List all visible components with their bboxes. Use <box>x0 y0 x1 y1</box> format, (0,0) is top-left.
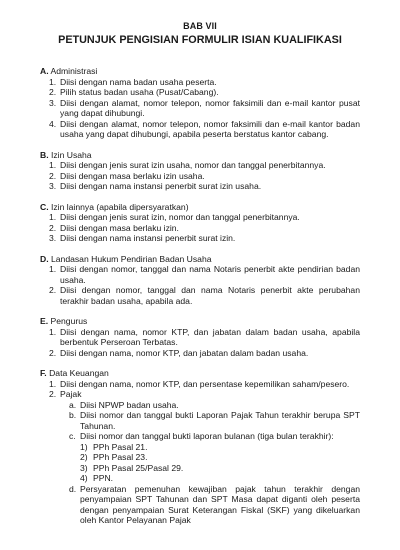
item-number: 1. <box>49 264 57 274</box>
item-text: PPN. <box>93 473 114 483</box>
item-number: 1. <box>49 160 57 170</box>
item-text: Diisi nomor dan tanggal bukti laporan bulanan (tiga bulan terakhir): <box>80 431 334 441</box>
item-text: PPh Pasal 25/Pasal 29. <box>93 462 184 473</box>
section-e <box>40 316 360 358</box>
item-letter: a. <box>69 399 77 410</box>
document-body <box>40 66 360 536</box>
item-number: 2. <box>49 347 57 358</box>
item-number: 2. <box>49 222 57 233</box>
item-text: Diisi dengan alamat, nomor telepon, nomor faksimili dan e-mail kantor badan usaha yang dapat dihubungi, apabila peserta berstatus kantor cabang. <box>60 118 360 139</box>
section-c <box>40 202 360 244</box>
list-item <box>40 212 360 223</box>
item-text: Diisi NPWP badan usaha. <box>80 399 179 410</box>
item-number: 4. <box>49 118 57 129</box>
section-heading <box>40 316 360 327</box>
list-item <box>40 379 360 390</box>
item-text: Diisi dengan nama badan usaha peserta. <box>60 76 217 87</box>
section-heading <box>40 254 360 265</box>
list-item <box>40 77 360 88</box>
item-letter: d. <box>69 483 77 494</box>
item-number: 1) <box>80 441 88 452</box>
section-title: Data Keuangan <box>49 368 109 378</box>
list-item <box>40 223 360 234</box>
list-item <box>40 119 360 140</box>
list-item <box>40 389 360 400</box>
item-text: Diisi dengan nama, nomor KTP, dan jabatan dalam badan usaha, apabila berbentuk Perseroan Terbatas. <box>60 326 360 347</box>
item-number: 2. <box>49 87 57 97</box>
section-b <box>40 150 360 192</box>
section-a <box>40 66 360 140</box>
item-text: Diisi dengan nama, nomor KTP, dan persentase kepemilikan saham/pesero. <box>60 378 350 389</box>
sub-list-item <box>40 484 360 526</box>
item-text: Diisi dengan jenis surat izin, nomor dan tanggal penerbitannya. <box>60 212 300 222</box>
item-number: 2. <box>49 285 57 295</box>
list-item <box>40 98 360 119</box>
item-text: Diisi dengan nama instansi penerbit surat izin. <box>60 233 236 243</box>
list-item <box>40 348 360 359</box>
list-item <box>40 87 360 98</box>
sub-list-item <box>40 400 360 411</box>
section-title: Izin lainnya (apabila dipersyaratkan) <box>50 201 189 212</box>
item-text: Diisi dengan jenis surat izin usaha, nomor dan tanggal penerbitannya. <box>60 160 326 170</box>
list-item <box>40 171 360 182</box>
item-text: Persyaratan pemenuhan kewajiban pajak tahun terakhir dengan penyampaian SPT Tahunan dan SPT Masa dapat diganti oleh peserta dengan penyampaian Surat Keterangan Fiskal (SKF) yang dikeluarkan oleh Kantor Pelayanan Pajak <box>80 483 360 525</box>
list-item <box>40 327 360 348</box>
section-heading <box>40 66 360 77</box>
section-heading <box>40 202 360 213</box>
item-number: 1. <box>49 76 57 87</box>
item-number: 3. <box>49 233 57 243</box>
item-letter: c. <box>69 431 76 441</box>
section-letter: E. <box>40 316 49 326</box>
section-d <box>40 254 360 307</box>
item-number: 2) <box>80 452 88 462</box>
section-letter: B. <box>40 149 49 160</box>
item-text: Diisi dengan alamat, nomor telepon, nomor faksimili dan e-mail kantor pusat yang dapat dihubungi. <box>60 97 360 118</box>
chapter-heading: BAB VII <box>183 21 217 31</box>
nested-list-item <box>40 442 360 453</box>
item-text: Diisi dengan masa berlaku izin usaha. <box>60 170 205 181</box>
item-text: Diisi dengan nomor, tanggal dan nama Notaris penerbit akte pendirian badan usaha. <box>60 264 360 285</box>
list-item <box>40 264 360 285</box>
section-title: Izin Usaha <box>50 149 92 160</box>
item-text: Diisi nomor dan tanggal bukti Laporan Pajak Tahun terakhir berupa SPT Tahunan. <box>80 410 360 431</box>
page-title: PETUNJUK PENGISIAN FORMULIR ISIAN KUALIFIKASI <box>58 34 342 46</box>
list-item <box>40 181 360 192</box>
item-text: Diisi dengan nomor, tanggal dan nama Notaris penerbit akte perubahan terakhir badan usaha, apabila ada. <box>60 285 360 306</box>
nested-list-item <box>40 463 360 474</box>
nested-list-item <box>40 452 360 463</box>
section-letter: A. <box>40 66 49 76</box>
item-text: PPh Pasal 23. <box>93 452 148 462</box>
item-letter: b. <box>69 410 77 420</box>
section-heading <box>40 368 360 379</box>
item-text: Pilih status badan usaha (Pusat/Cabang). <box>60 87 219 97</box>
item-number: 3. <box>49 181 57 191</box>
item-number: 3. <box>49 97 57 108</box>
item-number: 2. <box>49 170 57 181</box>
list-item <box>40 160 360 171</box>
nested-list-item <box>40 473 360 484</box>
item-text: Diisi dengan masa berlaku izin. <box>60 222 179 233</box>
item-text: Diisi dengan nama, nomor KTP, dan jabatan dalam badan usaha. <box>60 347 309 358</box>
section-title: Landasan Hukum Pendirian Badan Usaha <box>50 253 212 264</box>
sub-list-item <box>40 410 360 431</box>
sub-list-item <box>40 431 360 442</box>
list-item <box>40 233 360 244</box>
item-number: 4) <box>80 473 88 483</box>
item-text: Diisi dengan nama instansi penerbit surat izin usaha. <box>60 181 262 191</box>
section-f <box>40 368 360 526</box>
section-letter: F. <box>40 368 47 378</box>
section-letter: D. <box>40 253 49 264</box>
item-number: 2. <box>49 389 57 399</box>
section-title: Administrasi <box>50 66 98 76</box>
item-text: PPh Pasal 21. <box>93 441 148 452</box>
item-number: 1. <box>49 212 57 222</box>
section-title: Pengurus <box>50 316 88 326</box>
section-letter: C. <box>40 201 49 212</box>
item-text: Pajak <box>60 389 82 399</box>
item-number: 3) <box>80 462 88 473</box>
section-heading <box>40 150 360 161</box>
item-number: 1. <box>49 326 57 337</box>
item-number: 1. <box>49 378 57 389</box>
list-item <box>40 285 360 306</box>
